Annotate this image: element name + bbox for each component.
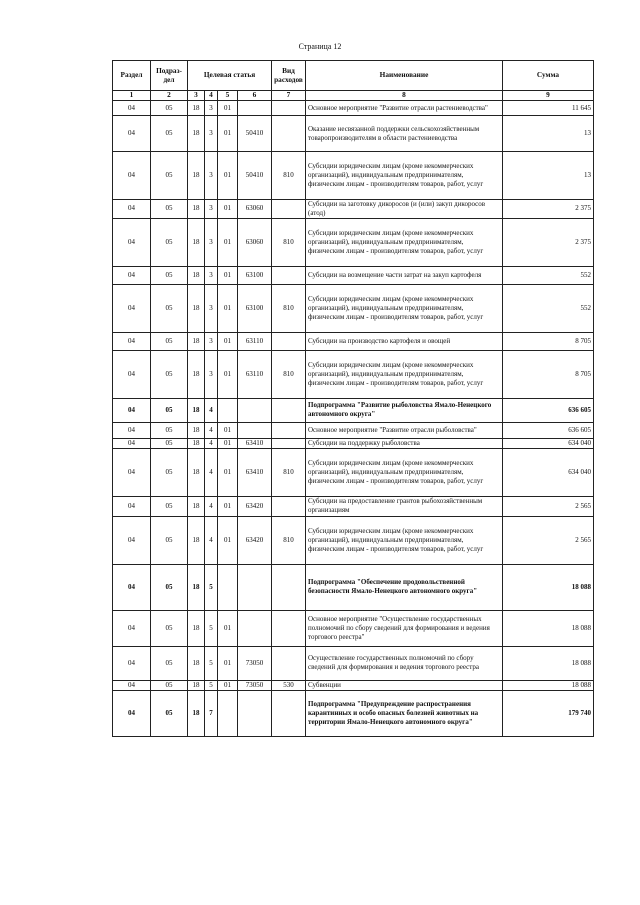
subprogram-code-cell: 5 (205, 646, 218, 680)
event-code-cell: 01 (218, 610, 238, 646)
event-code-cell: 01 (218, 152, 238, 200)
header-amount: Сумма (503, 61, 594, 91)
direction-code-cell (238, 610, 272, 646)
subprogram-code-cell: 3 (205, 350, 218, 398)
event-code-cell (218, 564, 238, 610)
direction-code-cell: 63420 (238, 516, 272, 564)
subsection-cell: 05 (151, 218, 188, 266)
expense-type-cell (272, 332, 306, 350)
table-row (113, 610, 594, 646)
program-code-cell: 18 (188, 646, 205, 680)
table-row (113, 516, 594, 564)
subsection-cell: 05 (151, 398, 188, 422)
column-number: 3 (188, 91, 205, 101)
subprogram-code-cell: 7 (205, 690, 218, 736)
program-code-cell: 18 (188, 152, 205, 200)
event-code-cell: 01 (218, 116, 238, 152)
amount-cell: 2 565 (503, 516, 594, 564)
name-cell: Субсидии юридическим лицам (кроме некоммерческих организаций), индивидуальным предпринимателям, физическим лицам - производителям товаров, работ, услуг (306, 516, 503, 564)
name-cell: Субсидии на предоставление грантов рыбохозяйственным организациям (306, 496, 503, 516)
amount-cell: 636 605 (503, 422, 594, 438)
subprogram-code-cell: 4 (205, 496, 218, 516)
amount-cell: 8 705 (503, 350, 594, 398)
amount-cell: 634 040 (503, 438, 594, 448)
table-row (113, 266, 594, 284)
direction-code-cell: 63110 (238, 350, 272, 398)
event-code-cell (218, 690, 238, 736)
expense-type-cell (272, 266, 306, 284)
column-number: 2 (151, 91, 188, 101)
column-number: 5 (218, 91, 238, 101)
name-cell: Основное мероприятие "Развитие отрасли рыболовства" (306, 422, 503, 438)
direction-code-cell: 63420 (238, 496, 272, 516)
amount-cell: 18 088 (503, 680, 594, 690)
program-code-cell: 18 (188, 200, 205, 219)
expense-type-cell (272, 101, 306, 116)
subprogram-code-cell: 5 (205, 564, 218, 610)
event-code-cell: 01 (218, 646, 238, 680)
event-code-cell: 01 (218, 350, 238, 398)
direction-code-cell: 63110 (238, 332, 272, 350)
amount-cell: 18 088 (503, 610, 594, 646)
program-code-cell: 18 (188, 284, 205, 332)
name-cell: Осуществление государственных полномочий по сбору сведений для формирования и ведения торгового реестра (306, 646, 503, 680)
table-row (113, 690, 594, 736)
amount-cell: 179 740 (503, 690, 594, 736)
direction-code-cell: 63100 (238, 266, 272, 284)
program-code-cell: 18 (188, 218, 205, 266)
table-row (113, 218, 594, 266)
amount-cell: 13 (503, 152, 594, 200)
section-cell: 04 (113, 564, 151, 610)
subsection-cell: 05 (151, 564, 188, 610)
subsection-cell: 05 (151, 350, 188, 398)
table-row (113, 350, 594, 398)
direction-code-cell: 63410 (238, 438, 272, 448)
event-code-cell: 01 (218, 218, 238, 266)
amount-cell: 18 088 (503, 564, 594, 610)
direction-code-cell: 50410 (238, 152, 272, 200)
subprogram-code-cell: 3 (205, 332, 218, 350)
expense-type-cell (272, 646, 306, 680)
section-cell: 04 (113, 116, 151, 152)
subsection-cell: 05 (151, 438, 188, 448)
subsection-cell: 05 (151, 680, 188, 690)
table-row (113, 448, 594, 496)
name-cell: Субсидии юридическим лицам (кроме некоммерческих организаций), индивидуальным предпринимателям, физическим лицам - производителям товаров, работ, услуг (306, 448, 503, 496)
amount-cell: 8 705 (503, 332, 594, 350)
subsection-cell: 05 (151, 332, 188, 350)
section-cell: 04 (113, 690, 151, 736)
table-row (113, 152, 594, 200)
section-cell: 04 (113, 101, 151, 116)
table-body (113, 101, 594, 737)
subsection-cell: 05 (151, 284, 188, 332)
table-row (113, 332, 594, 350)
amount-cell: 18 088 (503, 646, 594, 680)
event-code-cell: 01 (218, 422, 238, 438)
program-code-cell: 18 (188, 516, 205, 564)
expense-type-cell: 530 (272, 680, 306, 690)
amount-cell: 13 (503, 116, 594, 152)
direction-code-cell (238, 398, 272, 422)
expense-type-cell (272, 564, 306, 610)
subprogram-code-cell: 4 (205, 438, 218, 448)
program-code-cell: 18 (188, 564, 205, 610)
event-code-cell: 01 (218, 200, 238, 219)
amount-cell: 634 040 (503, 448, 594, 496)
expense-type-cell: 810 (272, 152, 306, 200)
column-number: 6 (238, 91, 272, 101)
table-row (113, 496, 594, 516)
table-row (113, 284, 594, 332)
subsection-cell: 05 (151, 200, 188, 219)
program-code-cell: 18 (188, 690, 205, 736)
section-cell: 04 (113, 516, 151, 564)
program-code-cell: 18 (188, 116, 205, 152)
expense-type-cell (272, 496, 306, 516)
table-row (113, 101, 594, 116)
section-cell: 04 (113, 422, 151, 438)
program-code-cell: 18 (188, 680, 205, 690)
subprogram-code-cell: 3 (205, 218, 218, 266)
subsection-cell: 05 (151, 516, 188, 564)
name-cell: Субсидии на производство картофеля и овощей (306, 332, 503, 350)
direction-code-cell: 50410 (238, 116, 272, 152)
section-cell: 04 (113, 438, 151, 448)
program-code-cell: 18 (188, 448, 205, 496)
column-number-row (113, 91, 594, 101)
column-number: 4 (205, 91, 218, 101)
direction-code-cell (238, 101, 272, 116)
name-cell: Субсидии юридическим лицам (кроме некоммерческих организаций), индивидуальным предпринимателям, физическим лицам - производителям товаров, работ, услуг (306, 350, 503, 398)
amount-cell: 552 (503, 266, 594, 284)
program-code-cell: 18 (188, 438, 205, 448)
event-code-cell: 01 (218, 438, 238, 448)
direction-code-cell (238, 422, 272, 438)
name-cell: Подпрограмма "Предупреждение распространения карантинных и особо опасных болезней животных на территории Ямало-Ненецкого автономного округа" (306, 690, 503, 736)
page-header: Страница 12 (298, 42, 342, 51)
section-cell: 04 (113, 646, 151, 680)
direction-code-cell: 73050 (238, 646, 272, 680)
event-code-cell (218, 398, 238, 422)
column-number: 9 (503, 91, 594, 101)
name-cell: Подпрограмма "Развитие рыболовства Ямало-Ненецкого автономного округа" (306, 398, 503, 422)
subprogram-code-cell: 4 (205, 516, 218, 564)
expense-type-cell (272, 438, 306, 448)
section-cell: 04 (113, 266, 151, 284)
section-cell: 04 (113, 680, 151, 690)
program-code-cell: 18 (188, 101, 205, 116)
subsection-cell: 05 (151, 496, 188, 516)
amount-cell: 2 375 (503, 200, 594, 219)
table-row (113, 200, 594, 219)
column-number: 1 (113, 91, 151, 101)
amount-cell: 2 565 (503, 496, 594, 516)
direction-code-cell: 63060 (238, 218, 272, 266)
direction-code-cell (238, 564, 272, 610)
name-cell: Подпрограмма "Обеспечение продовольственной безопасности Ямало-Ненецкого автономного округа" (306, 564, 503, 610)
column-number: 8 (306, 91, 503, 101)
name-cell: Основное мероприятие "Осуществление государственных полномочий по сбору сведений для формирования и ведения торгового реестра" (306, 610, 503, 646)
table-row (113, 116, 594, 152)
amount-cell: 2 375 (503, 218, 594, 266)
header-section: Раздел (113, 61, 151, 91)
event-code-cell: 01 (218, 266, 238, 284)
expense-type-cell: 810 (272, 218, 306, 266)
event-code-cell: 01 (218, 284, 238, 332)
subprogram-code-cell: 5 (205, 610, 218, 646)
name-cell: Субсидии юридическим лицам (кроме некоммерческих организаций), индивидуальным предпринимателям, физическим лицам - производителям товаров, работ, услуг (306, 152, 503, 200)
section-cell: 04 (113, 610, 151, 646)
expense-type-cell (272, 690, 306, 736)
header-subsection: Подраз- дел (151, 61, 188, 91)
table-row (113, 564, 594, 610)
header-name: Наименование (306, 61, 503, 91)
expense-type-cell: 810 (272, 448, 306, 496)
event-code-cell: 01 (218, 516, 238, 564)
program-code-cell: 18 (188, 350, 205, 398)
event-code-cell: 01 (218, 332, 238, 350)
expense-type-cell (272, 200, 306, 219)
budget-table (112, 60, 594, 737)
table-row (113, 438, 594, 448)
amount-cell: 552 (503, 284, 594, 332)
expense-type-cell: 810 (272, 284, 306, 332)
header-target-article: Целевая статья (188, 61, 272, 91)
program-code-cell: 18 (188, 422, 205, 438)
subprogram-code-cell: 3 (205, 152, 218, 200)
name-cell: Основное мероприятие "Развитие отрасли растениеводства" (306, 101, 503, 116)
expense-type-cell: 810 (272, 516, 306, 564)
section-cell: 04 (113, 284, 151, 332)
direction-code-cell: 63060 (238, 200, 272, 219)
name-cell: Субсидии на заготовку дикоросов (и (или) закуп дикоросов (атод) (306, 200, 503, 219)
event-code-cell: 01 (218, 448, 238, 496)
expense-type-cell (272, 610, 306, 646)
expense-type-cell: 810 (272, 350, 306, 398)
table-row (113, 646, 594, 680)
name-cell: Субвенции (306, 680, 503, 690)
direction-code-cell: 63410 (238, 448, 272, 496)
program-code-cell: 18 (188, 266, 205, 284)
name-cell: Оказание несвязанной поддержки сельскохозяйственным товаропроизводителям в области растениеводства (306, 116, 503, 152)
program-code-cell: 18 (188, 610, 205, 646)
table-row (113, 398, 594, 422)
name-cell: Субсидии юридическим лицам (кроме некоммерческих организаций), индивидуальным предпринимателям, физическим лицам - производителям товаров, работ, услуг (306, 218, 503, 266)
subsection-cell: 05 (151, 116, 188, 152)
subprogram-code-cell: 3 (205, 116, 218, 152)
name-cell: Субсидии юридическим лицам (кроме некоммерческих организаций), индивидуальным предпринимателям, физическим лицам - производителям товаров, работ, услуг (306, 284, 503, 332)
table-row (113, 422, 594, 438)
subprogram-code-cell: 3 (205, 284, 218, 332)
amount-cell: 636 605 (503, 398, 594, 422)
subsection-cell: 05 (151, 448, 188, 496)
program-code-cell: 18 (188, 332, 205, 350)
subsection-cell: 05 (151, 101, 188, 116)
table-row (113, 680, 594, 690)
section-cell: 04 (113, 496, 151, 516)
column-number: 7 (272, 91, 306, 101)
subsection-cell: 05 (151, 422, 188, 438)
section-cell: 04 (113, 152, 151, 200)
program-code-cell: 18 (188, 398, 205, 422)
section-cell: 04 (113, 218, 151, 266)
direction-code-cell (238, 690, 272, 736)
section-cell: 04 (113, 200, 151, 219)
amount-cell: 11 645 (503, 101, 594, 116)
subprogram-code-cell: 4 (205, 448, 218, 496)
subsection-cell: 05 (151, 266, 188, 284)
subsection-cell: 05 (151, 646, 188, 680)
section-cell: 04 (113, 448, 151, 496)
subprogram-code-cell: 3 (205, 101, 218, 116)
subprogram-code-cell: 3 (205, 266, 218, 284)
section-cell: 04 (113, 332, 151, 350)
expense-type-cell (272, 422, 306, 438)
section-cell: 04 (113, 398, 151, 422)
subprogram-code-cell: 4 (205, 422, 218, 438)
subprogram-code-cell: 5 (205, 680, 218, 690)
subsection-cell: 05 (151, 690, 188, 736)
event-code-cell: 01 (218, 496, 238, 516)
header-row (113, 61, 594, 91)
subsection-cell: 05 (151, 152, 188, 200)
name-cell: Субсидии на возмещение части затрат на закуп картофеля (306, 266, 503, 284)
subprogram-code-cell: 3 (205, 200, 218, 219)
expense-type-cell (272, 116, 306, 152)
expense-type-cell (272, 398, 306, 422)
event-code-cell: 01 (218, 680, 238, 690)
direction-code-cell: 73050 (238, 680, 272, 690)
program-code-cell: 18 (188, 496, 205, 516)
section-cell: 04 (113, 350, 151, 398)
header-expense-type: Вид расходов (272, 61, 306, 91)
subprogram-code-cell: 4 (205, 398, 218, 422)
event-code-cell: 01 (218, 101, 238, 116)
direction-code-cell: 63100 (238, 284, 272, 332)
subsection-cell: 05 (151, 610, 188, 646)
name-cell: Субсидии на поддержку рыболовства (306, 438, 503, 448)
